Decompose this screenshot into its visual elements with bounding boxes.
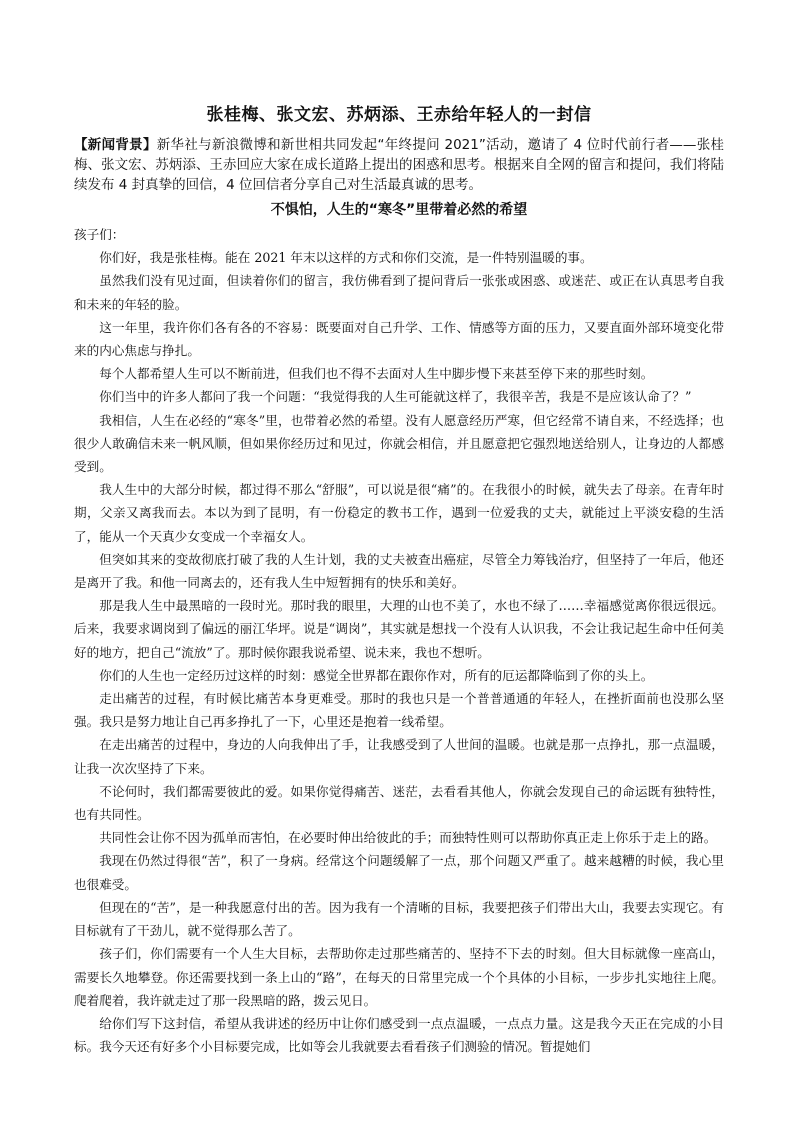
letter-paragraph: 孩子们，你们需要有一个人生大目标，去帮助你走过那些痛苦的、坚持不下去的时刻。但大目标就像一座高山，需要长久地攀登。你还需要找到一条上山的“路”，在每天的日常里完成一个个具体的小目标，一步步扎实地往上爬。爬着爬着，我许就走过了那一段黑暗的路，拨云见日。 [74,946,724,1008]
letter-paragraph: 那是我人生中最黑暗的一段时光。那时我的眼里，大理的山也不美了，水也不绿了……幸福感觉离你很远很远。后来，我要求调岗到了偏远的丽江华坪。说是“调岗”，其实就是想找一个没有人认识我，不会让我记起生命中任何美好的地方，把自己“流放”了。那时候你跟我说希望、说未来，我也不想听。 [74,598,724,660]
letter-paragraph: 虽然我们没有见过面，但读着你们的留言，我仿佛看到了提问背后一张张或困惑、或迷茫、或正在认真思考自我和未来的年轻的脸。 [74,273,724,312]
letter-greeting: 孩子们： [74,227,125,242]
letter-paragraph: 我现在仍然过得很“苦”，积了一身病。经常这个问题缓解了一点，那个问题又严重了。越来越糟的时候，我心里也很难受。 [74,853,724,892]
letter-paragraph: 不论何时，我们都需要彼此的爱。如果你觉得痛苦、迷茫，去看看其他人，你就会发现自己的命运既有独特性，也有共同性。 [74,783,724,823]
document-title: 张桂梅、张文宏、苏炳添、王赤给年轻人的一封信 [206,105,592,125]
letter-paragraph: 你们当中的许多人都问了我一个问题：“我觉得我的人生可能就这样了，我很辛苦，我是不是应该认命了？” [99,389,692,405]
letter-paragraph: 我人生中的大部分时候，都过得不那么“舒服”，可以说是很“痛”的。在我很小的时候，就失去了母亲。在青年时期，父亲又离我而去。本以为到了昆明，有一份稳定的教书工作，遇到一位爱我的丈夫，就能过上平淡安稳的生活了，能从一个天真少女变成一个幸福女人。 [74,482,724,544]
letter-paragraph: 走出痛苦的过程，有时候比痛苦本身更难受。那时的我也只是一个普普通通的年轻人，在挫折面前也没那么坚强。我只是努力地让自己再多挣扎了一下，心里还是抱着一线希望。 [74,691,724,730]
news-background [74,135,724,195]
news-background-label: 【新闻背景】 [74,137,157,153]
news-background-text: 新华社与新浪微博和新世相共同发起“年终提问 2021”活动，邀请了 4 位时代前行者——张桂梅、张文宏、苏炳添、王赤回应大家在成长道路上提出的困惑和思考。根据来自全网的留言和提问，我们将陆续发布 4 封真挚的回信，4 位回信者分享自己对生活最真诚的思考。 [74,137,725,193]
letter-paragraph: 我相信，人生在必经的“寒冬”里，也带着必然的希望。没有人愿意经历严寒，但它经常不请自来，不经选择；也很少人敢确信未来一帆风顺，但如果你经历过和见过，你就会相信，并且愿意把它强烈地送给别人，让身边的人都感受到。 [74,412,724,475]
letter-paragraph: 你们的人生也一定经历过这样的时刻：感觉全世界都在跟你作对，所有的厄运都降临到了你的头上。 [99,667,654,683]
letter-body [74,223,724,1058]
letter-paragraph: 你们好，我是张桂梅。能在 2021 年末以这样的方式和你们交流，是一件特别温暖的事。 [99,250,593,266]
letter-paragraph: 这一年里，我许你们各有各的不容易：既要面对自己升学、工作、情感等方面的压力，又要直面外部环境变化带来的内心焦虑与挣扎。 [74,319,724,359]
letter-paragraph: 给你们写下这封信，希望从我讲述的经历中让你们感受到一点点温暖，一点点力量。这是我今天正在完成的小目标。我今天还有好多个小目标要完成，比如等会儿我就要去看看孩子们测验的情况。暂提她们 [74,1015,724,1055]
letter-paragraph: 在走出痛苦的过程中，身边的人向我伸出了手，让我感受到了人世间的温暖。也就是那一点挣扎，那一点温暖，让我一次次坚持了下来。 [74,737,724,776]
letter-paragraph: 但突如其来的变故彻底打破了我的人生计划，我的丈夫被查出癌症，尽管全力筹钱治疗，但坚持了一年后，他还是离开了我。和他一同离去的，还有我人生中短暂拥有的快乐和美好。 [74,551,724,591]
letter-subtitle: 不惧怕，人生的“寒冬”里带着必然的希望 [270,202,528,218]
letter-paragraph: 共同性会让你不因为孤单而害怕，在必要时伸出给彼此的手；而独特性则可以帮助你真正走上你乐于走上的路。 [99,830,717,846]
letter-paragraph: 但现在的“苦”，是一种我愿意付出的苦。因为我有一个清晰的目标，我要把孩子们带出大山，我要去实现它。有目标就有了干劲儿，就不觉得那么苦了。 [74,899,724,939]
letter-paragraph: 每个人都希望人生可以不断前进，但我们也不得不去面对人生中脚步慢下来甚至停下来的那些时刻。 [99,366,654,382]
